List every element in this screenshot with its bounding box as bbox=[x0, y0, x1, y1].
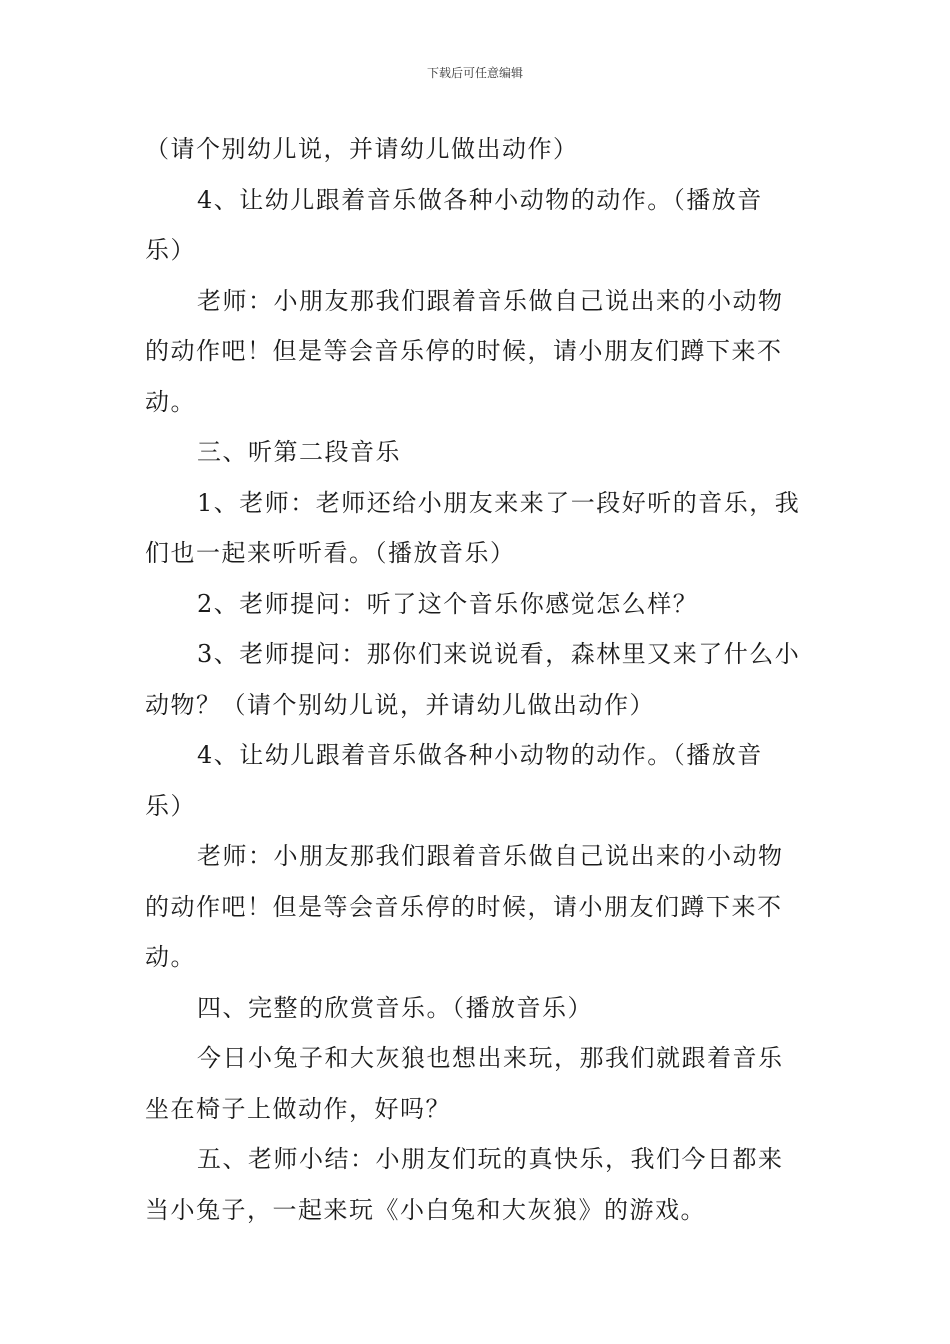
text-line: 老师：小朋友那我们跟着音乐做自己说出来的小动物 bbox=[197, 286, 784, 315]
text-line: 1、老师：老师还给小朋友来来了一段好听的音乐，我 bbox=[197, 488, 801, 517]
text-line: 四、完整的欣赏音乐。（播放音乐） bbox=[197, 993, 593, 1022]
text-line: 坐在椅子上做动作，好吗？ bbox=[145, 1094, 451, 1123]
text-line: 动物？（请个别幼儿说，并请幼儿做出动作） bbox=[145, 690, 655, 719]
text-line: 们也一起来听听看。（播放音乐） bbox=[145, 539, 516, 567]
page-header: 下载后可任意编辑 bbox=[426, 66, 523, 80]
text-line: 动。 bbox=[145, 943, 196, 971]
text-line: 动。 bbox=[145, 387, 196, 416]
text-line: （请个别幼儿说，并请幼儿做出动作） bbox=[145, 135, 579, 163]
text-line: 当小兔子，一起来玩《小白兔和大灰狼》的游戏。 bbox=[145, 1195, 706, 1224]
text-line: 老师：小朋友那我们跟着音乐做自己说出来的小动物 bbox=[197, 842, 784, 870]
text-line: 的动作吧！但是等会音乐停的时候，请小朋友们蹲下来不 bbox=[145, 892, 783, 921]
text-line: 乐） bbox=[145, 791, 196, 820]
text-line: 今日小兔子和大灰狼也想出来玩，那我们就跟着音乐 bbox=[197, 1044, 784, 1072]
document-body bbox=[145, 124, 807, 1235]
text-line: 4、让幼儿跟着音乐做各种小动物的动作。（播放音 bbox=[197, 185, 763, 214]
text-line: 三、听第二段音乐 bbox=[197, 438, 401, 466]
text-line: 4、让幼儿跟着音乐做各种小动物的动作。（播放音 bbox=[197, 741, 763, 769]
text-line: 的动作吧！但是等会音乐停的时候，请小朋友们蹲下来不 bbox=[145, 337, 783, 365]
text-line: 五、老师小结：小朋友们玩的真快乐，我们今日都来 bbox=[197, 1145, 784, 1173]
text-line: 2、老师提问：听了这个音乐你感觉怎么样？ bbox=[197, 589, 699, 618]
text-line: 乐） bbox=[145, 236, 196, 264]
text-line: 3、老师提问：那你们来说说看，森林里又来了什么小 bbox=[197, 640, 801, 668]
